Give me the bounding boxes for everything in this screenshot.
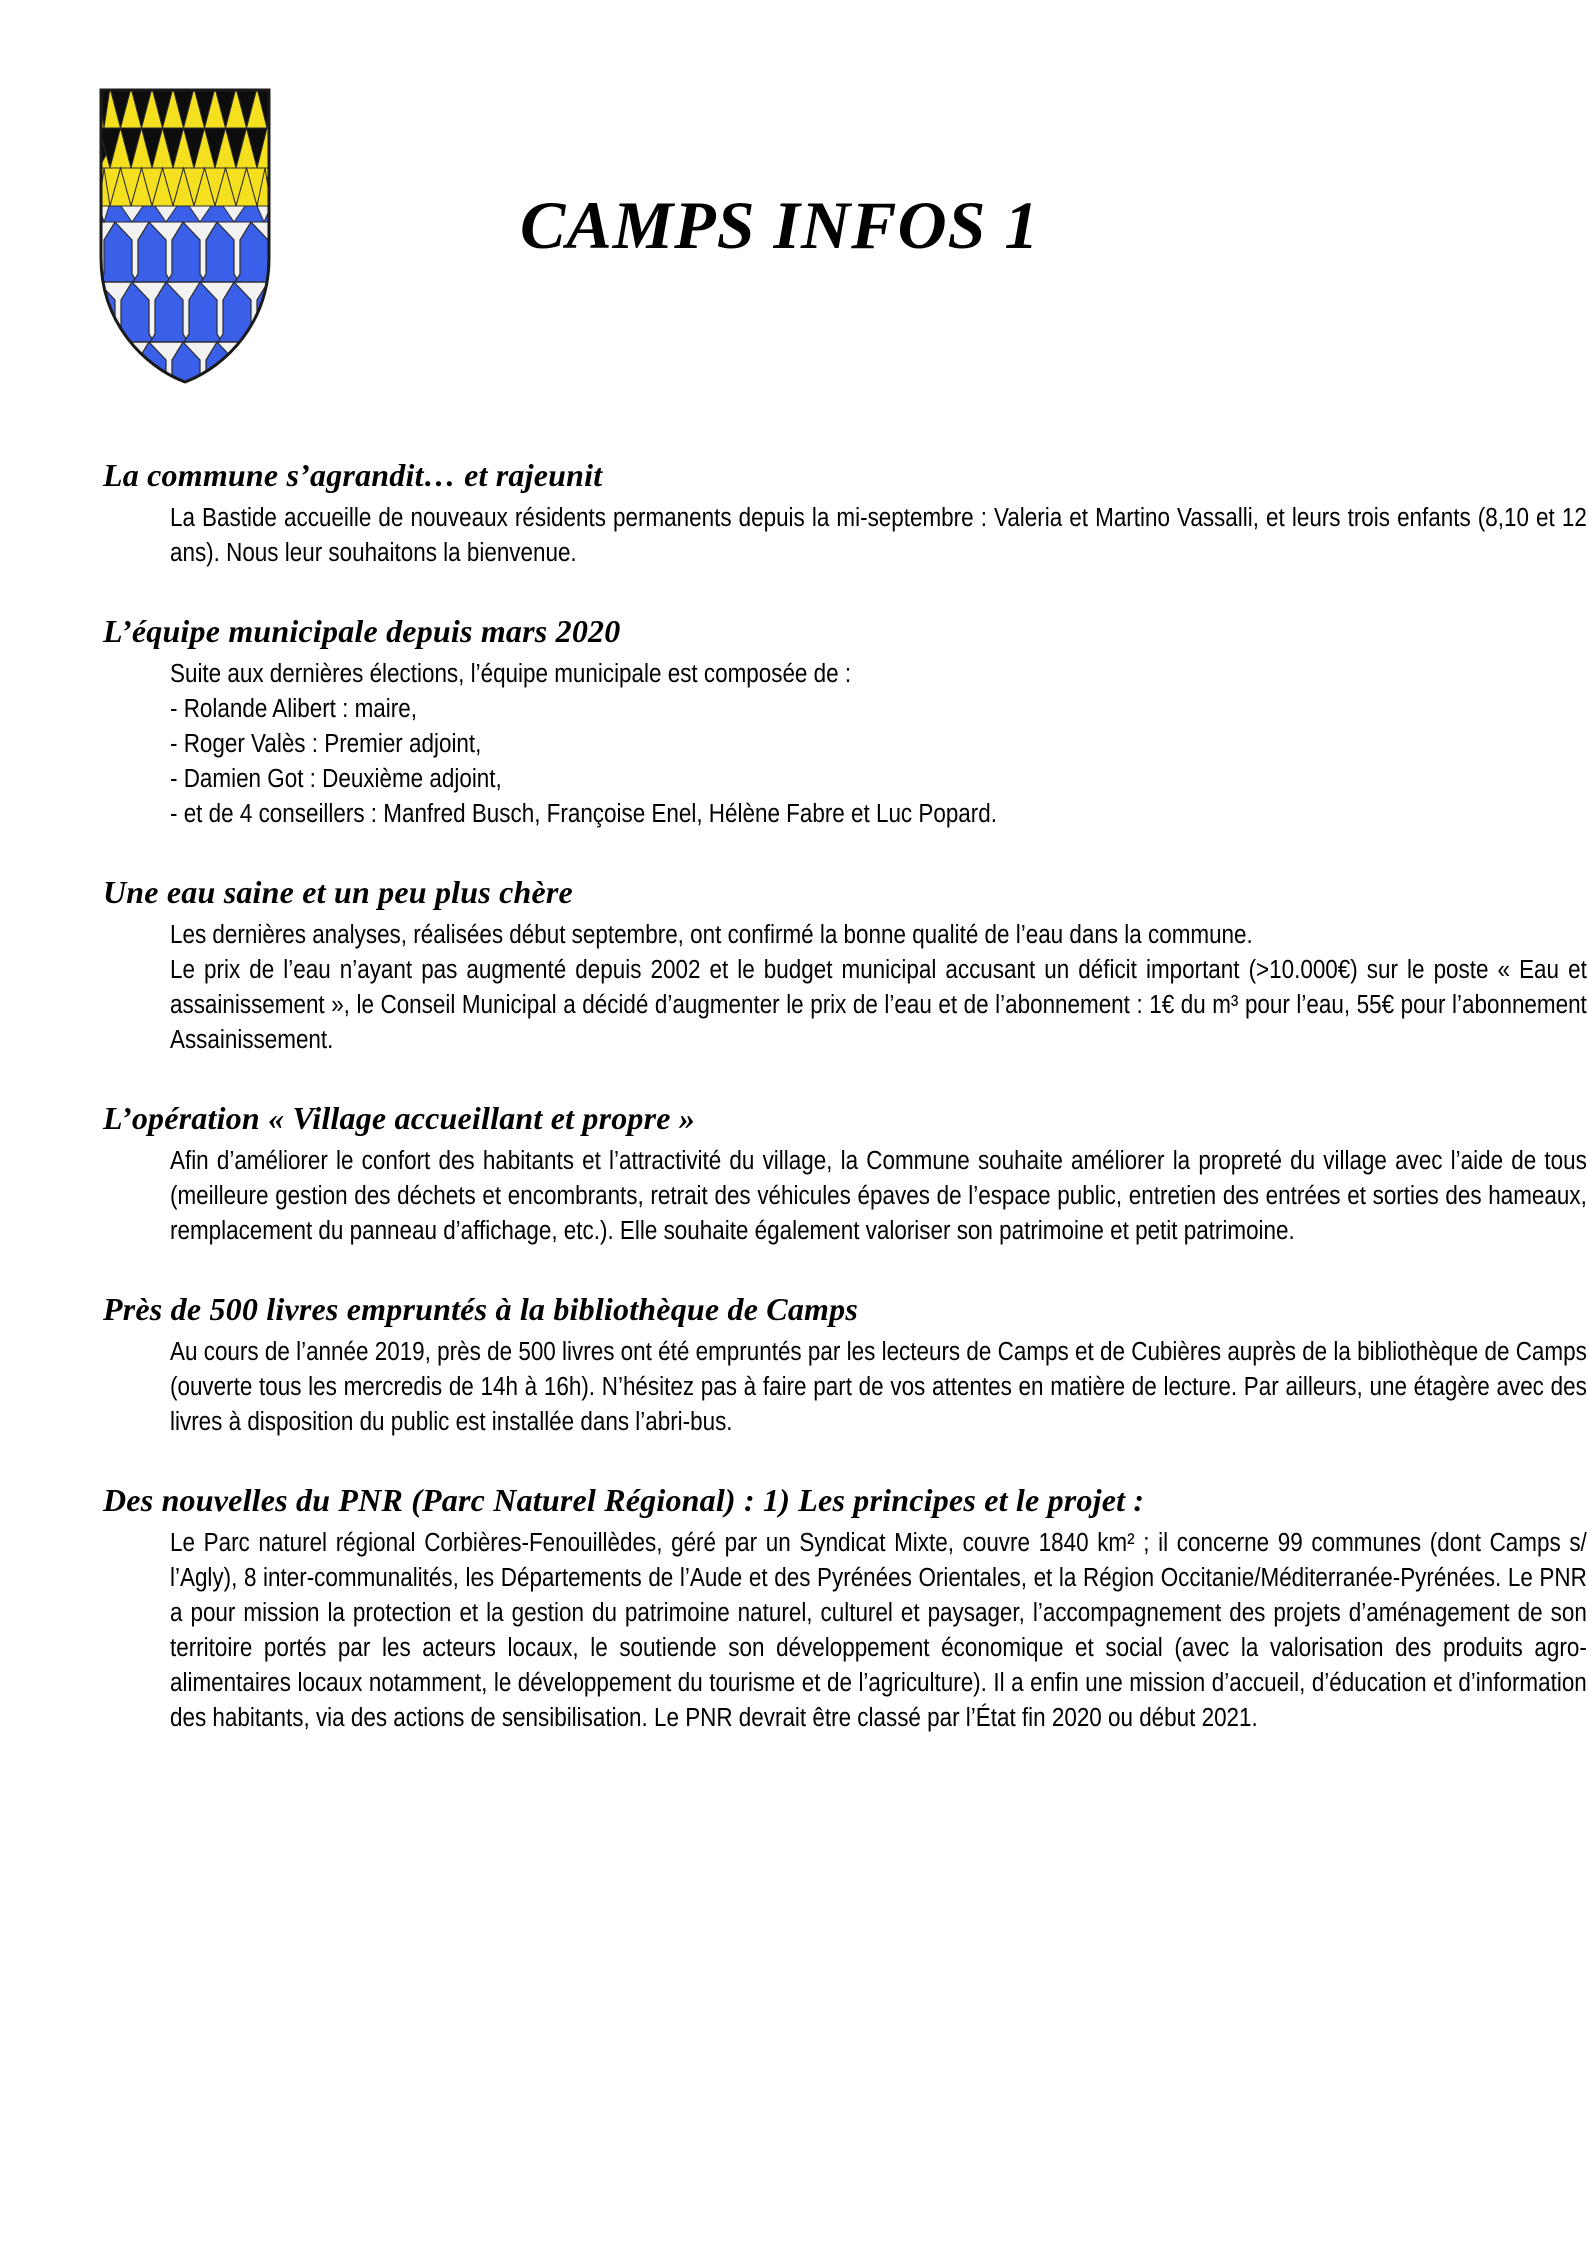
paragraph: Suite aux dernières élections, l’équipe municipale est composée de : bbox=[170, 660, 852, 688]
list-item: - Damien Got : Deuxième adjoint, bbox=[170, 765, 502, 793]
page-title: CAMPS INFOS 1 bbox=[520, 187, 1040, 263]
paragraph: Les dernières analyses, réalisées début septembre, ont confirmé la bonne qualité de l’eau dans la commune. bbox=[170, 921, 1253, 949]
paragraph: Le Parc naturel régional Corbières-Fenouillèdes, géré par un Syndicat Mixte, couvre 1840 km² ; il concerne 99 communes (dont Camps s/ l’Agly), 8 inter-communalités, les Départements de l’Aude et des Pyrénées Orientales, et la Région Occitanie/Méditerranée-Pyrénées. Le PNR a pour mission la protection et la gestion du patrimoine naturel, culturel et paysager, l’accompagnement des projets d’aménagement de son territoire portés par les acteurs locaux, le soutiende son développement économique et social (avec la valorisation des produits agro-alimentaires locaux notamment, le développement du tourisme et de l’agriculture). Il a enfin une mission d’accueil, d’éducation et d’information des habitants, via des actions de sensibilisation. Le PNR devrait être classé par l’État fin 2020 ou début 2021. bbox=[170, 1529, 1587, 1732]
section-heading: Près de 500 livres empruntés à la bibliothèque de Camps bbox=[103, 1291, 858, 1327]
document-body bbox=[0, 455, 1588, 1736]
list-item: - Rolande Alibert : maire, bbox=[170, 695, 417, 723]
list-item: - et de 4 conseillers : Manfred Busch, Françoise Enel, Hélène Fabre et Luc Popard. bbox=[170, 800, 997, 828]
section-body bbox=[0, 1335, 1588, 1440]
section-body bbox=[0, 1144, 1588, 1249]
section-heading: L’équipe municipale depuis mars 2020 bbox=[103, 613, 621, 649]
paragraph: Afin d’améliorer le confort des habitants et l’attractivité du village, la Commune souhaite améliorer la propreté du village avec l’aide de tous (meilleure gestion des déchets et encombrants, retrait des véhicules épaves de l’espace public, entretien des entrées et sorties des hameaux, remplacement du panneau d’affichage, etc.). Elle souhaite également valoriser son patrimoine et petit patrimoine. bbox=[170, 1147, 1587, 1245]
section-body bbox=[0, 501, 1588, 571]
section-pnr bbox=[0, 1480, 1588, 1736]
section-heading: Des nouvelles du PNR (Parc Naturel Régional) : 1) Les principes et le projet : bbox=[103, 1482, 1145, 1518]
section-equipe-municipale bbox=[0, 611, 1588, 832]
section-heading: Une eau saine et un peu plus chère bbox=[103, 874, 573, 910]
paragraph: La Bastide accueille de nouveaux résidents permanents depuis la mi-septembre : Valeria et Martino Vassalli, et leurs trois enfants (8,10 et 12 ans). Nous leur souhaitons la bienvenue. bbox=[170, 504, 1587, 567]
section-body bbox=[0, 657, 1588, 832]
paragraph: Au cours de l’année 2019, près de 500 livres ont été empruntés par les lecteurs de Camps et de Cubières auprès de la bibliothèque de Camps (ouverte tous les mercredis de 14h à 16h). N’hésitez pas à faire part de vos attentes en matière de lecture. Par ailleurs, une étagère avec des livres à disposition du public est installée dans l’abri-bus. bbox=[170, 1338, 1587, 1436]
section-heading: L’opération « Village accueillant et propre » bbox=[103, 1100, 696, 1136]
paragraph: Le prix de l’eau n’ayant pas augmenté depuis 2002 et le budget municipal accusant un déficit important (>10.000€) sur le poste « Eau et assainissement », le Conseil Municipal a décidé d’augmenter le prix de l’eau et de l’abonnement : 1€ du m³ pour l’eau, 55€ pour l’abonnement Assainissement. bbox=[170, 956, 1587, 1054]
section-eau bbox=[0, 872, 1588, 1058]
section-commune bbox=[0, 455, 1588, 571]
section-body bbox=[0, 918, 1588, 1058]
document-header bbox=[0, 0, 1588, 300]
section-heading: La commune s’agrandit… et rajeunit bbox=[103, 457, 603, 493]
section-body bbox=[0, 1526, 1588, 1736]
coat-of-arms-icon bbox=[99, 88, 271, 384]
list-item: - Roger Valès : Premier adjoint, bbox=[170, 730, 482, 758]
section-bibliotheque bbox=[0, 1289, 1588, 1440]
section-village-accueillant bbox=[0, 1098, 1588, 1249]
